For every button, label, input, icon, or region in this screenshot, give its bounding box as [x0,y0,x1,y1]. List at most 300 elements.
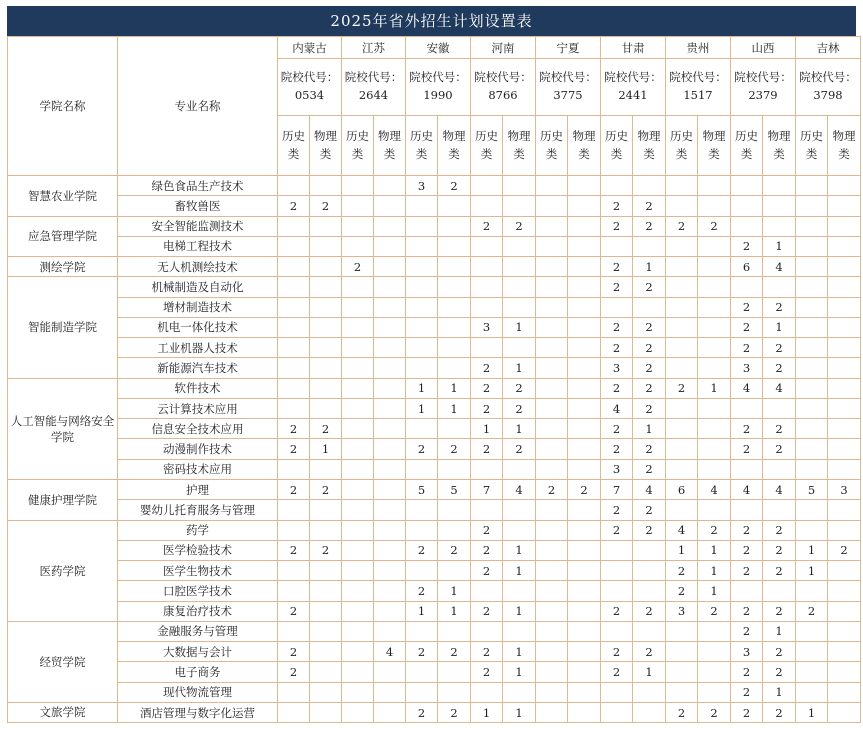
table-row [8,358,861,378]
quota-cell: 2 [601,642,633,662]
quota-cell [438,338,471,358]
province-name: 吉林 [796,37,861,59]
physics-category-header: 物理类 [310,116,342,176]
quota-cell [503,196,536,216]
quota-cell: 1 [503,317,536,337]
quota-cell [374,439,406,459]
quota-cell: 1 [503,540,536,560]
province-name: 山西 [731,37,796,59]
quota-cell: 2 [471,358,503,378]
quota-cell [310,459,342,479]
quota-cell [698,257,731,277]
quota-cell [278,378,310,398]
table-row [8,682,861,702]
quota-cell [601,297,633,317]
quota-cell [342,702,374,722]
quota-cell [601,581,633,601]
quota-cell [278,682,310,702]
quota-cell [406,561,438,581]
history-category-header: 历史类 [731,116,763,176]
quota-cell: 2 [763,702,796,722]
quota-cell [763,500,796,520]
quota-cell [374,500,406,520]
quota-cell: 2 [666,216,698,236]
quota-cell [536,216,568,236]
quota-cell: 2 [633,196,666,216]
physics-category-header: 物理类 [828,116,861,176]
quota-cell [342,317,374,337]
quota-cell [796,378,828,398]
quota-cell: 1 [471,702,503,722]
quota-cell [310,277,342,297]
quota-cell [796,236,828,256]
quota-cell [278,581,310,601]
quota-cell [568,196,601,216]
quota-cell [536,439,568,459]
quota-cell [828,317,861,337]
quota-cell [278,561,310,581]
table-row [8,601,861,621]
quota-cell: 5 [796,479,828,499]
major-name: 云计算技术应用 [118,398,278,418]
quota-cell: 2 [731,621,763,641]
quota-cell [633,621,666,641]
major-name: 增材制造技术 [118,297,278,317]
quota-cell: 2 [536,479,568,499]
quota-cell [666,419,698,439]
quota-cell [342,398,374,418]
quota-cell [568,378,601,398]
quota-cell [406,317,438,337]
quota-cell [568,297,601,317]
quota-cell [828,176,861,196]
quota-cell: 2 [666,378,698,398]
quota-cell [278,317,310,337]
quota-cell [406,662,438,682]
quota-cell [310,561,342,581]
plan-table [7,36,861,723]
physics-category-header: 物理类 [763,116,796,176]
quota-cell: 2 [471,601,503,621]
quota-cell: 1 [471,419,503,439]
quota-cell [601,561,633,581]
quota-cell [342,621,374,641]
quota-cell: 2 [763,358,796,378]
quota-cell [828,601,861,621]
major-name: 电梯工程技术 [118,236,278,256]
quota-cell: 2 [568,479,601,499]
quota-cell [406,419,438,439]
table-row [8,540,861,560]
quota-cell: 2 [828,540,861,560]
quota-cell [374,621,406,641]
quota-cell [763,176,796,196]
quota-cell: 2 [698,216,731,236]
quota-cell [536,459,568,479]
quota-cell [536,520,568,540]
quota-cell [731,216,763,236]
quota-cell [278,500,310,520]
physics-category-header: 物理类 [438,116,471,176]
quota-cell: 5 [438,479,471,499]
physics-category-header: 物理类 [374,116,406,176]
quota-cell [796,581,828,601]
province-name: 江苏 [342,37,406,59]
quota-cell [438,257,471,277]
quota-cell: 2 [601,500,633,520]
quota-cell [471,500,503,520]
quota-cell [342,439,374,459]
quota-cell: 1 [763,621,796,641]
quota-cell [698,682,731,702]
history-category-header: 历史类 [601,116,633,176]
province-name: 宁夏 [536,37,601,59]
major-name: 康复治疗技术 [118,601,278,621]
quota-cell [438,216,471,236]
quota-cell: 1 [503,419,536,439]
quota-cell [828,561,861,581]
quota-cell: 1 [633,419,666,439]
history-category-header: 历史类 [406,116,438,176]
quota-cell [278,621,310,641]
quota-cell: 2 [310,196,342,216]
table-row [8,439,861,459]
quota-cell: 2 [666,702,698,722]
quota-cell: 1 [438,601,471,621]
quota-cell [536,196,568,216]
quota-cell [763,398,796,418]
table-row [8,236,861,256]
quota-cell [406,196,438,216]
quota-cell: 3 [731,642,763,662]
quota-cell: 1 [503,702,536,722]
major-name: 婴幼儿托育服务与管理 [118,500,278,520]
quota-cell [342,338,374,358]
quota-cell [568,419,601,439]
quota-cell [342,277,374,297]
history-category-header: 历史类 [666,116,698,176]
quota-cell [666,459,698,479]
quota-cell: 2 [471,561,503,581]
quota-cell [278,520,310,540]
quota-cell: 1 [633,257,666,277]
major-name: 金融服务与管理 [118,621,278,641]
quota-cell [568,277,601,297]
quota-cell [633,176,666,196]
quota-cell [536,682,568,702]
quota-cell [828,439,861,459]
quota-cell: 2 [763,662,796,682]
quota-cell [438,236,471,256]
quota-cell: 2 [763,561,796,581]
quota-cell: 1 [698,378,731,398]
quota-cell [342,297,374,317]
quota-cell: 1 [633,662,666,682]
quota-cell: 2 [731,540,763,560]
quota-cell [698,398,731,418]
quota-cell [601,540,633,560]
quota-cell [828,196,861,216]
school-code: 院校代号：1517 [666,59,731,116]
quota-cell [601,236,633,256]
quota-cell [698,236,731,256]
quota-cell [731,176,763,196]
table-row [8,581,861,601]
quota-cell: 2 [763,297,796,317]
college-name: 医药学院 [8,520,118,621]
quota-cell: 2 [601,439,633,459]
quota-cell: 1 [503,642,536,662]
quota-cell [503,236,536,256]
major-name: 电子商务 [118,662,278,682]
quota-cell [374,662,406,682]
quota-cell: 2 [278,662,310,682]
quota-cell [310,297,342,317]
quota-cell [374,196,406,216]
quota-cell [536,236,568,256]
quota-cell: 3 [601,459,633,479]
quota-cell: 2 [406,439,438,459]
quota-cell [698,297,731,317]
quota-cell [374,176,406,196]
table-row [8,378,861,398]
quota-cell [503,297,536,317]
quota-cell [698,500,731,520]
history-category-header: 历史类 [278,116,310,176]
quota-cell [342,682,374,702]
quota-cell: 2 [633,642,666,662]
quota-cell [568,581,601,601]
quota-cell [568,176,601,196]
quota-cell: 2 [601,662,633,682]
quota-cell [568,236,601,256]
quota-cell [278,338,310,358]
quota-cell: 2 [731,439,763,459]
quota-cell: 3 [828,479,861,499]
quota-cell [310,236,342,256]
quota-cell: 1 [666,540,698,560]
quota-cell [438,621,471,641]
quota-cell: 4 [633,479,666,499]
quota-cell: 2 [731,662,763,682]
quota-cell [796,520,828,540]
quota-cell: 2 [666,581,698,601]
quota-cell: 2 [503,216,536,236]
quota-cell: 2 [310,479,342,499]
quota-cell: 1 [438,581,471,601]
quota-cell [568,540,601,560]
quota-cell [698,277,731,297]
quota-cell: 2 [438,439,471,459]
quota-cell [438,358,471,378]
quota-cell: 2 [601,378,633,398]
quota-cell [536,561,568,581]
major-name: 新能源汽车技术 [118,358,278,378]
quota-cell [471,581,503,601]
quota-cell [666,621,698,641]
major-name: 大数据与会计 [118,642,278,662]
quota-cell [342,479,374,499]
quota-cell: 2 [698,601,731,621]
quota-cell [342,561,374,581]
quota-cell: 1 [698,540,731,560]
quota-cell [633,702,666,722]
quota-cell: 2 [763,439,796,459]
quota-cell [666,439,698,459]
quota-cell [536,378,568,398]
college-name: 健康护理学院 [8,479,118,520]
school-code: 院校代号：2644 [342,59,406,116]
quota-cell: 2 [438,642,471,662]
quota-cell: 2 [601,257,633,277]
quota-cell [828,581,861,601]
quota-cell [374,216,406,236]
quota-cell: 1 [698,561,731,581]
quota-cell [731,398,763,418]
major-name: 护理 [118,479,278,499]
table-row [8,520,861,540]
quota-cell [763,459,796,479]
quota-cell [796,439,828,459]
quota-cell: 2 [601,520,633,540]
quota-cell [568,439,601,459]
quota-cell: 3 [406,176,438,196]
quota-cell [601,176,633,196]
quota-cell [310,338,342,358]
quota-cell [438,500,471,520]
quota-cell [374,297,406,317]
quota-cell [278,257,310,277]
quota-cell [278,236,310,256]
school-code: 院校代号：3775 [536,59,601,116]
quota-cell [796,398,828,418]
table-row [8,479,861,499]
table-row [8,662,861,682]
quota-cell: 4 [763,479,796,499]
table-row [8,459,861,479]
quota-cell: 2 [278,479,310,499]
quota-cell [471,277,503,297]
quota-cell [438,277,471,297]
quota-cell [828,702,861,722]
quota-cell [310,257,342,277]
quota-cell [828,520,861,540]
quota-cell [666,358,698,378]
quota-cell [796,621,828,641]
quota-cell: 2 [633,398,666,418]
physics-category-header: 物理类 [698,116,731,176]
quota-cell [310,520,342,540]
quota-cell: 4 [601,398,633,418]
quota-cell: 4 [374,642,406,662]
quota-cell [536,358,568,378]
quota-cell [471,257,503,277]
quota-cell: 2 [278,642,310,662]
quota-cell [438,561,471,581]
major-name: 工业机器人技术 [118,338,278,358]
quota-cell [536,297,568,317]
quota-cell [731,581,763,601]
quota-cell: 2 [698,520,731,540]
quota-cell [406,236,438,256]
quota-cell [633,561,666,581]
quota-cell [698,196,731,216]
quota-cell: 4 [763,257,796,277]
quota-cell [342,500,374,520]
physics-category-header: 物理类 [633,116,666,176]
quota-cell: 2 [763,601,796,621]
quota-cell [568,682,601,702]
quota-cell [471,459,503,479]
quota-cell: 1 [406,378,438,398]
quota-cell [568,520,601,540]
table-row [8,561,861,581]
college-name: 测绘学院 [8,257,118,277]
table-row [8,277,861,297]
quota-cell [503,621,536,641]
quota-cell [731,459,763,479]
quota-cell [342,520,374,540]
quota-cell [278,358,310,378]
quota-cell: 3 [601,358,633,378]
quota-cell [471,196,503,216]
quota-cell [342,196,374,216]
province-name: 贵州 [666,37,731,59]
quota-cell [536,581,568,601]
quota-cell [536,176,568,196]
quota-cell [374,378,406,398]
quota-cell [310,378,342,398]
quota-cell: 2 [633,459,666,479]
plan-sheet [7,6,856,723]
quota-cell [310,176,342,196]
college-name: 文旅学院 [8,702,118,722]
history-category-header: 历史类 [342,116,374,176]
quota-cell [374,459,406,479]
major-name: 软件技术 [118,378,278,398]
major-name: 药学 [118,520,278,540]
quota-cell: 1 [438,378,471,398]
quota-cell [406,297,438,317]
quota-cell: 2 [633,358,666,378]
quota-cell [828,358,861,378]
quota-cell: 2 [278,419,310,439]
quota-cell: 2 [310,540,342,560]
province-name: 河南 [471,37,536,59]
quota-cell [828,378,861,398]
quota-cell [796,500,828,520]
quota-cell: 2 [633,520,666,540]
quota-cell [666,338,698,358]
college-name: 智慧农业学院 [8,176,118,217]
quota-cell [666,642,698,662]
quota-cell: 6 [731,257,763,277]
quota-cell [796,317,828,337]
quota-cell [698,358,731,378]
quota-cell [374,682,406,702]
quota-cell [310,358,342,378]
quota-cell [310,702,342,722]
quota-cell [438,520,471,540]
quota-cell [471,297,503,317]
quota-cell: 2 [633,378,666,398]
quota-cell [374,317,406,337]
quota-cell: 2 [633,338,666,358]
quota-cell [796,277,828,297]
quota-cell [471,338,503,358]
quota-cell [666,317,698,337]
quota-cell [406,500,438,520]
